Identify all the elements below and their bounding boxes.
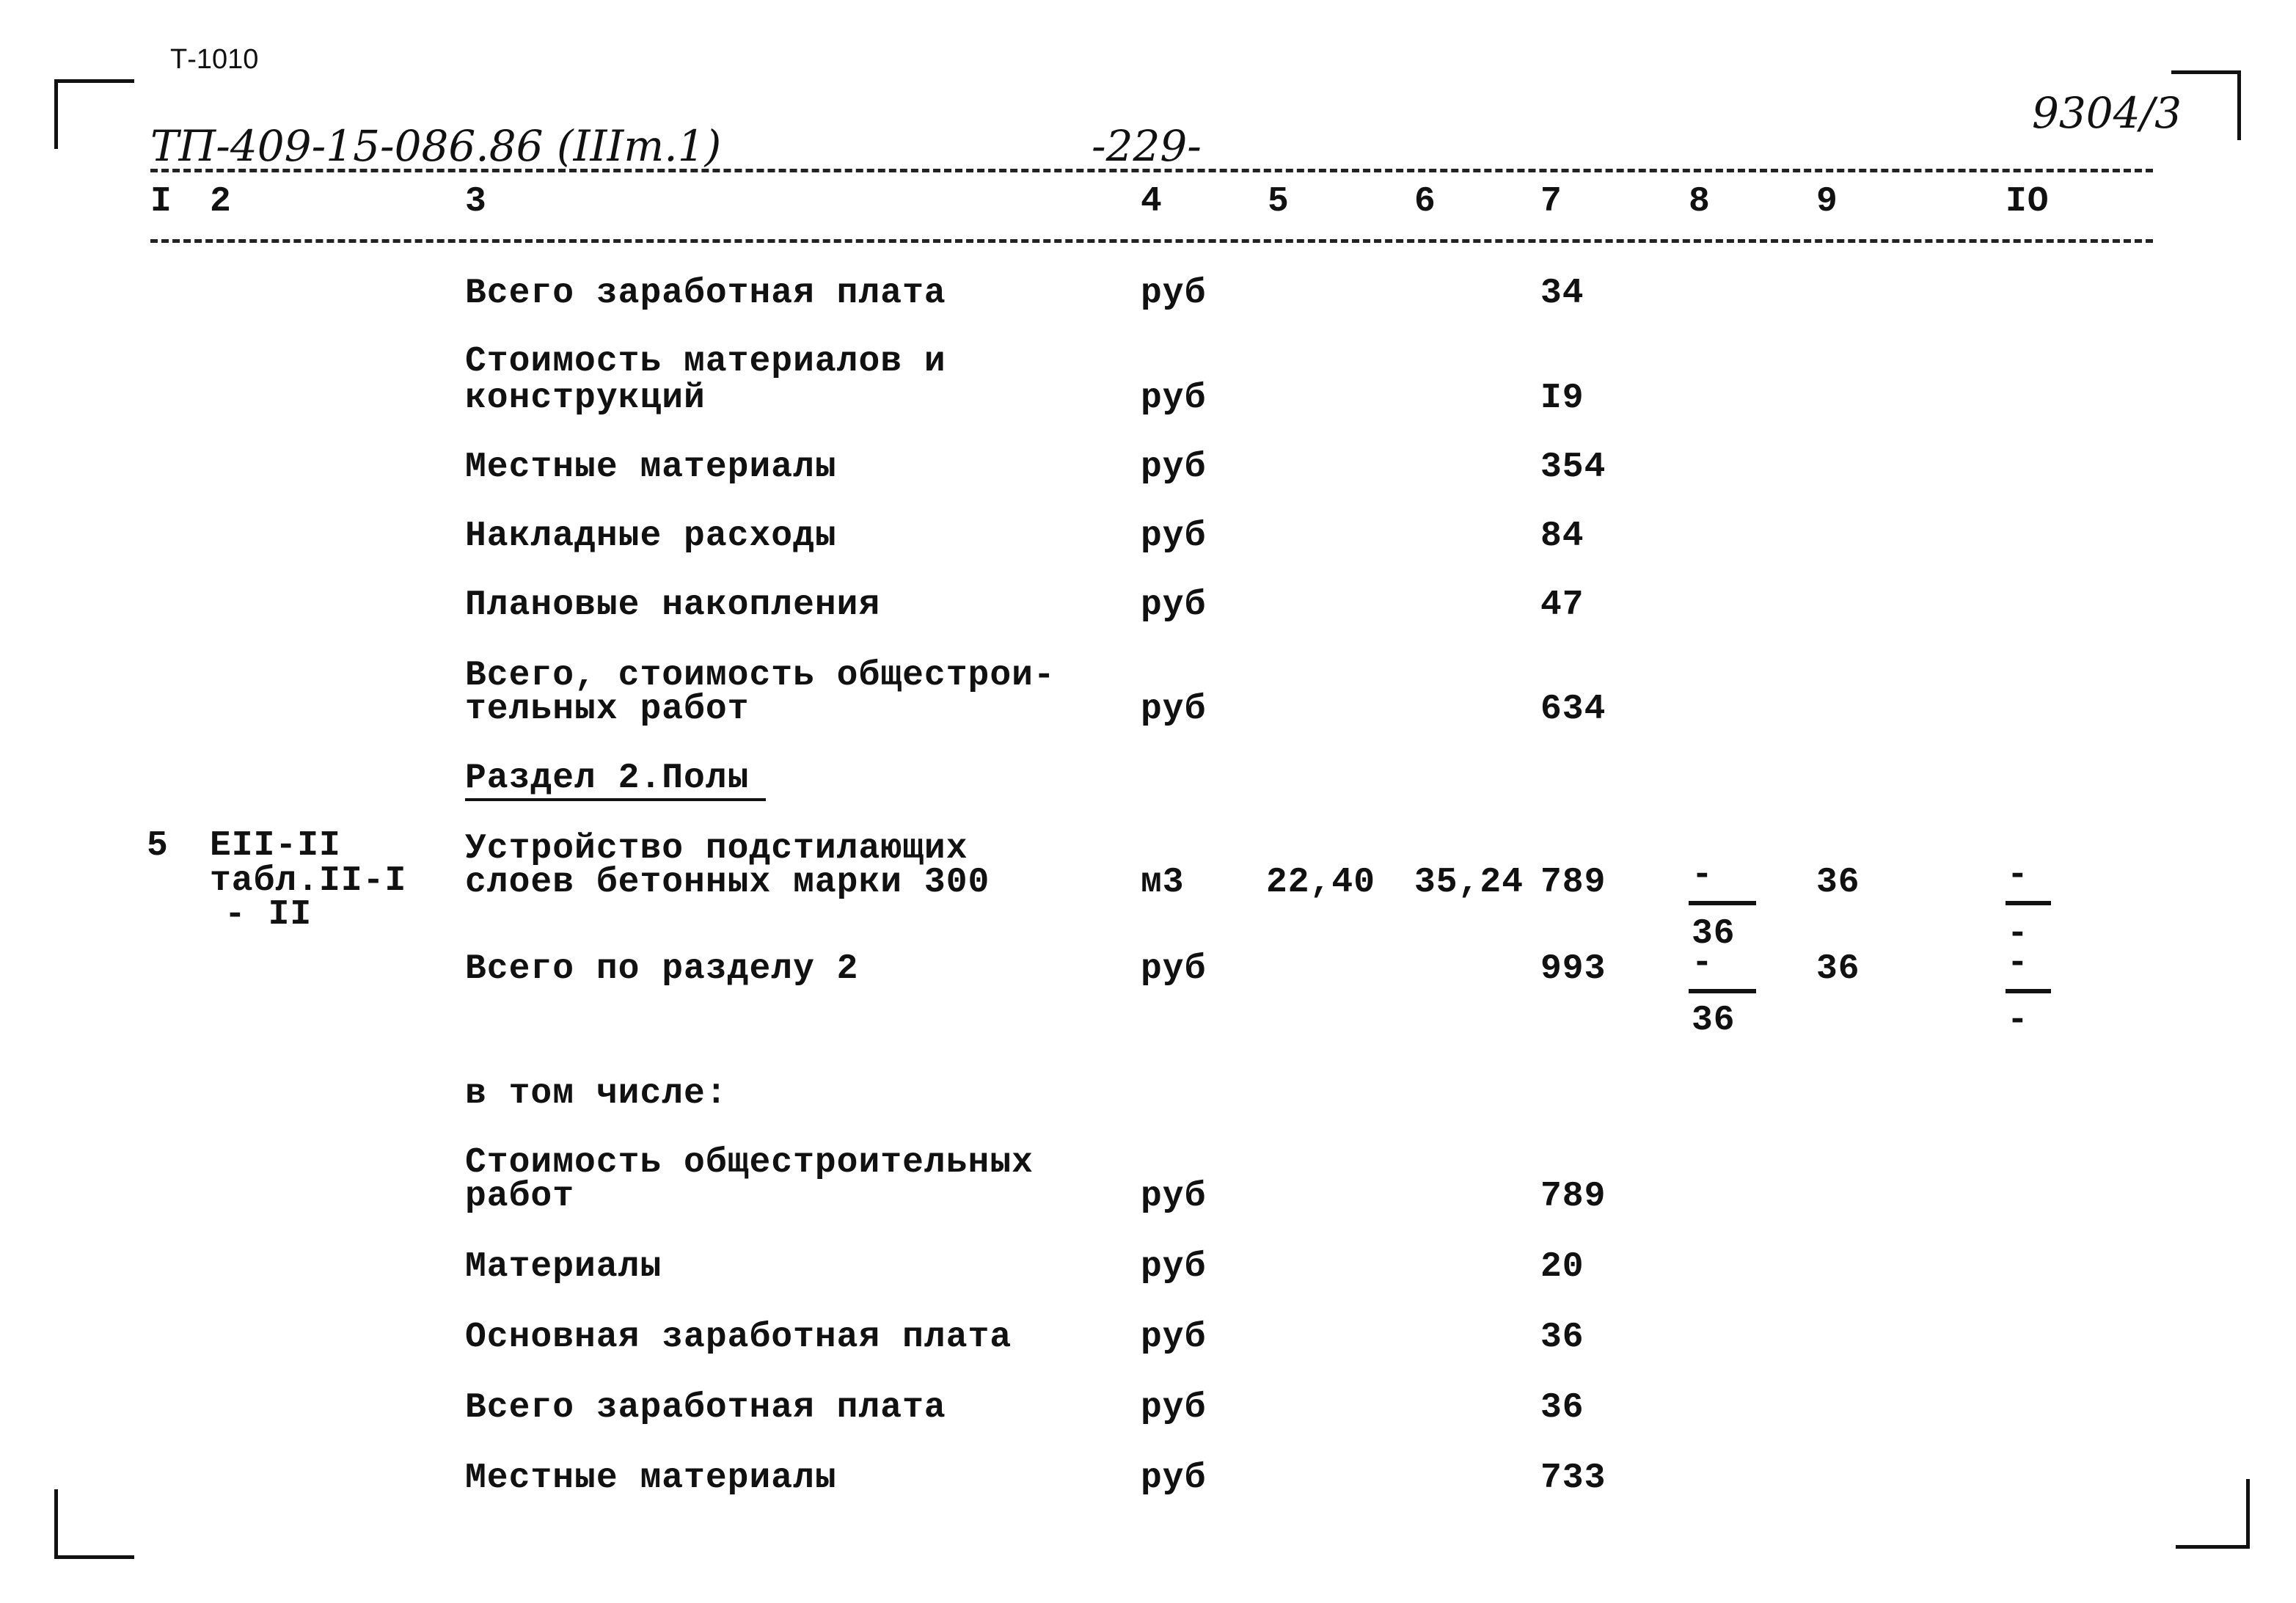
row-base-wages-unit: руб [1141,1318,1207,1357]
row-construction-cost-unit: руб [1141,1177,1207,1216]
item5-col7: 789 [1540,863,1606,902]
header-divider-bottom [150,239,2153,243]
document-code: ТП-409-15-086.86 (IIIт.1) [150,121,722,171]
row-total-construction-unit: руб [1141,690,1207,729]
row-materials-cost-unit: руб [1141,379,1207,418]
row-total-wages-unit: руб [1141,274,1207,313]
column-header-2: 2 [210,182,232,222]
item5-name-line1: Устройство подстилающих [465,829,968,869]
item5-code-line2: табл.II-I [210,861,407,901]
section2-total-col9: 36 [1816,949,1860,989]
row-total-construction-name-line2: тельных работ [465,690,750,729]
item5-col8-top: - [1692,855,1714,895]
row-local-materials-2-value: 733 [1540,1458,1606,1498]
item5-col8-fraction-line [1689,901,1756,905]
column-header-6: 6 [1414,182,1436,222]
row-overhead-value: 84 [1540,516,1584,556]
item5-name-line2: слоев бетонных марки 300 [465,863,990,902]
section-title-underline [465,798,766,801]
page-number: -229- [1092,121,1202,171]
row-materials-cost-name-line1: Стоимость материалов и [465,342,946,381]
top-code: Т-1010 [170,44,259,75]
section2-total-col10-top: - [2007,943,2029,983]
row-overhead-name: Накладные расходы [465,516,837,556]
row-construction-cost-name-line2: работ [465,1177,575,1216]
including-label: в том числе: [465,1074,728,1114]
row-total-construction-value: 634 [1540,690,1606,729]
item5-col10-top: - [2007,855,2029,895]
row-planned-savings-unit: руб [1141,585,1207,625]
row-construction-cost-value: 789 [1540,1177,1606,1216]
row-local-materials-value: 354 [1540,448,1606,487]
row-total-wages-2-name: Всего заработная плата [465,1388,946,1428]
column-header-7: 7 [1540,182,1562,222]
column-header-3: 3 [465,182,487,222]
row-materials-unit: руб [1141,1247,1207,1287]
row-planned-savings-value: 47 [1540,585,1584,625]
corner-mark-top-left [54,79,134,149]
section2-total-col10-bottom: - [2007,1001,2029,1040]
section2-total-col7: 993 [1540,949,1606,989]
section2-total-col8-top: - [1692,943,1714,983]
column-header-9: 9 [1816,182,1838,222]
row-planned-savings-name: Плановые накопления [465,585,881,625]
row-materials-value: 20 [1540,1247,1584,1287]
sheet-number: 9304/3 [2032,88,2182,138]
row-base-wages-name: Основная заработная плата [465,1318,1012,1357]
item5-col6: 35,24 [1414,863,1524,902]
section2-total-col10-fraction-line [2006,989,2051,993]
section-title: Раздел 2.Полы [465,759,750,798]
item5-col10-bottom: - [2007,914,2029,954]
column-header-8: 8 [1689,182,1711,222]
row-local-materials-2-unit: руб [1141,1458,1207,1498]
row-overhead-unit: руб [1141,516,1207,556]
section2-total-name: Всего по разделу 2 [465,949,859,989]
row-total-wages-2-value: 36 [1540,1388,1584,1428]
item5-col9: 36 [1816,863,1860,902]
row-construction-cost-name-line1: Стоимость общестроительных [465,1143,1034,1183]
corner-mark-bottom-left [54,1489,134,1559]
item5-col8-bottom: 36 [1692,914,1736,954]
section2-total-col8-fraction-line [1689,989,1756,993]
row-local-materials-unit: руб [1141,448,1207,487]
row-local-materials-name: Местные материалы [465,448,837,487]
row-total-construction-name-line1: Всего, стоимость общестрои- [465,656,1056,695]
corner-mark-bottom-right [2176,1479,2250,1549]
column-header-10: IO [2006,182,2050,222]
row-materials-cost-value: I9 [1540,379,1584,418]
item5-col5: 22,40 [1266,863,1376,902]
row-base-wages-value: 36 [1540,1318,1584,1357]
column-header-1: I [150,182,172,222]
section2-total-col8-bottom: 36 [1692,1001,1736,1040]
row-total-wages-name: Всего заработная плата [465,274,946,313]
row-materials-cost-name-line2: конструкций [465,379,706,418]
row-materials-name: Материалы [465,1247,662,1287]
item5-code-line1: EII-II [210,826,341,866]
item5-unit: м3 [1141,863,1185,902]
corner-mark-top-right [2171,70,2241,140]
column-header-4: 4 [1141,182,1163,222]
section2-total-unit: руб [1141,949,1207,989]
header-divider-top [150,169,2153,172]
item5-col10-fraction-line [2006,901,2051,905]
row-total-wages-2-unit: руб [1141,1388,1207,1428]
row-total-wages-value: 34 [1540,274,1584,313]
column-header-5: 5 [1268,182,1290,222]
item5-code-line3: - II [224,895,312,935]
item5-number: 5 [147,826,169,866]
row-local-materials-2-name: Местные материалы [465,1458,837,1498]
